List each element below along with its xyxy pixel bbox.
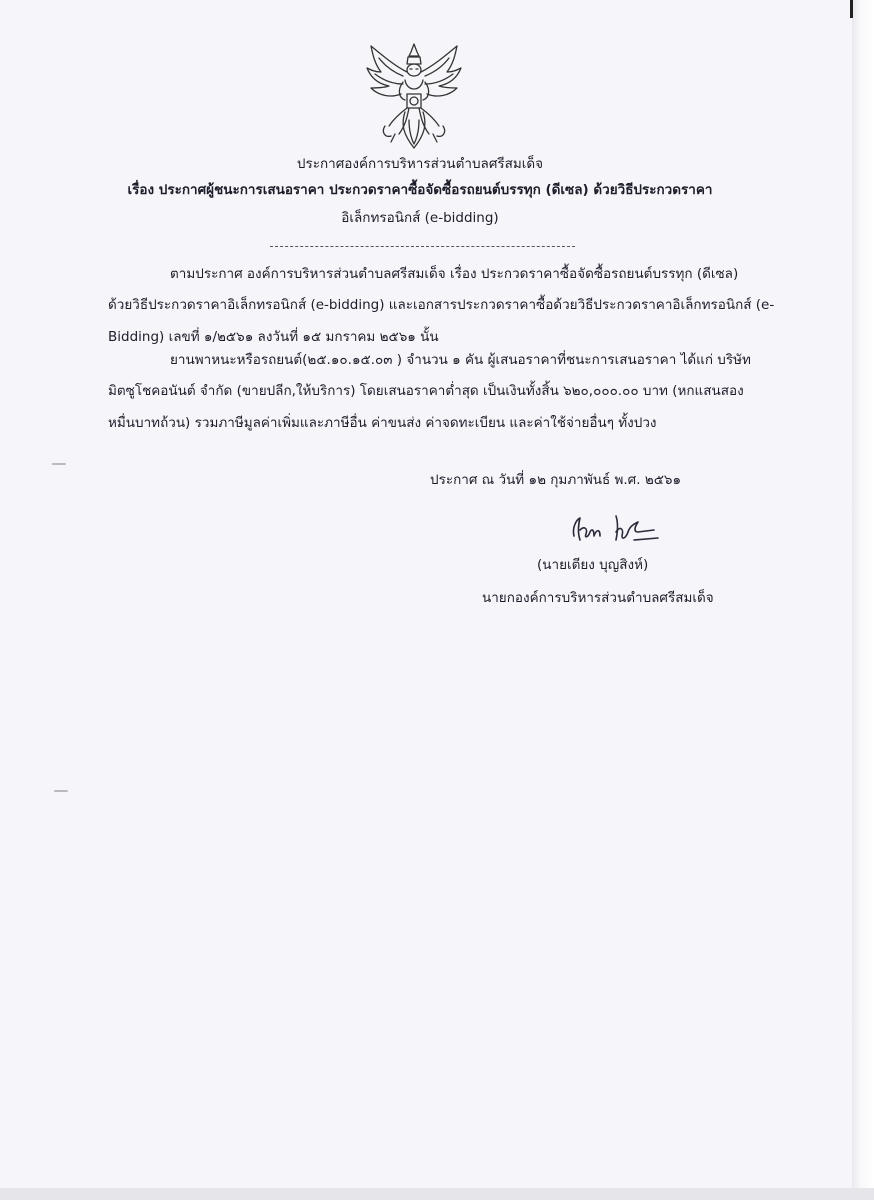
scan-edge [852, 0, 874, 1200]
paragraph-2-line-3: หมื่นบาทถ้วน) รวมภาษีมูลค่าเพิ่มและภาษีอื่น ค่าขนส่ง ค่าจดทะเบียน และค่าใช้จ่ายอื่นๆ ทั้งปวง [108, 415, 657, 431]
subject-line-1: เรื่อง ประกาศผู้ชนะการเสนอราคา ประกวดราคาซื้อจัดซื้อรถยนต์บรรทุก (ดีเซล) ด้วยวิธีประกวดราคา [127, 182, 713, 198]
separator-line [270, 246, 575, 247]
org-title: ประกาศองค์การบริหารส่วนตำบลศรีสมเด็จ [296, 156, 544, 172]
paragraph-2-line-2: มิตซูโชคอนันต์ จำกัด (ขายปลีก,ให้บริการ) โดยเสนอราคาต่ำสุด เป็นเงินทั้งสิ้น ๖๒๐,๐๐๐.๐๐ บาท (หกแสนสอง [108, 383, 744, 399]
paragraph-1-line-2: ด้วยวิธีประกวดราคาอิเล็กทรอนิกส์ (e-bidding) และเอกสารประกวดราคาซื้อด้วยวิธีประกวดราคาอิเล็กทรอนิกส์ (e- [108, 297, 775, 313]
paragraph-1-line-3: Bidding) เลขที่ ๑/๒๕๖๑ ลงวันที่ ๑๕ มกราคม ๒๕๖๑ นั้น [108, 329, 439, 345]
scan-mark [54, 790, 68, 792]
signer-title: นายกองค์การบริหารส่วนตำบลศรีสมเด็จ [482, 590, 714, 606]
scan-bottom-edge [0, 1188, 874, 1200]
scan-edge-mark [850, 0, 853, 18]
paragraph-1-line-1: ตามประกาศ องค์การบริหารส่วนตำบลศรีสมเด็จ เรื่อง ประกวดราคาซื้อจัดซื้อรถยนต์บรรทุก (ดีเซล) [170, 266, 739, 282]
signer-name: (นายเตียง บุญสิงห์) [537, 557, 649, 573]
garuda-emblem-icon [365, 42, 463, 152]
announcement-date: ประกาศ ณ วันที่ ๑๒ กุมภาพันธ์ พ.ศ. ๒๕๖๑ [430, 472, 682, 488]
subject-line-2: อิเล็กทรอนิกส์ (e-bidding) [341, 210, 499, 226]
scan-mark [52, 463, 66, 465]
paragraph-2-line-1: ยานพาหนะหรือรถยนต์(๒๕.๑๐.๑๕.๐๓ ) จำนวน ๑ คัน ผู้เสนอราคาที่ชนะการเสนอราคา ได้แก่ บริษัท [170, 352, 751, 368]
handwritten-signature-icon [568, 510, 668, 546]
